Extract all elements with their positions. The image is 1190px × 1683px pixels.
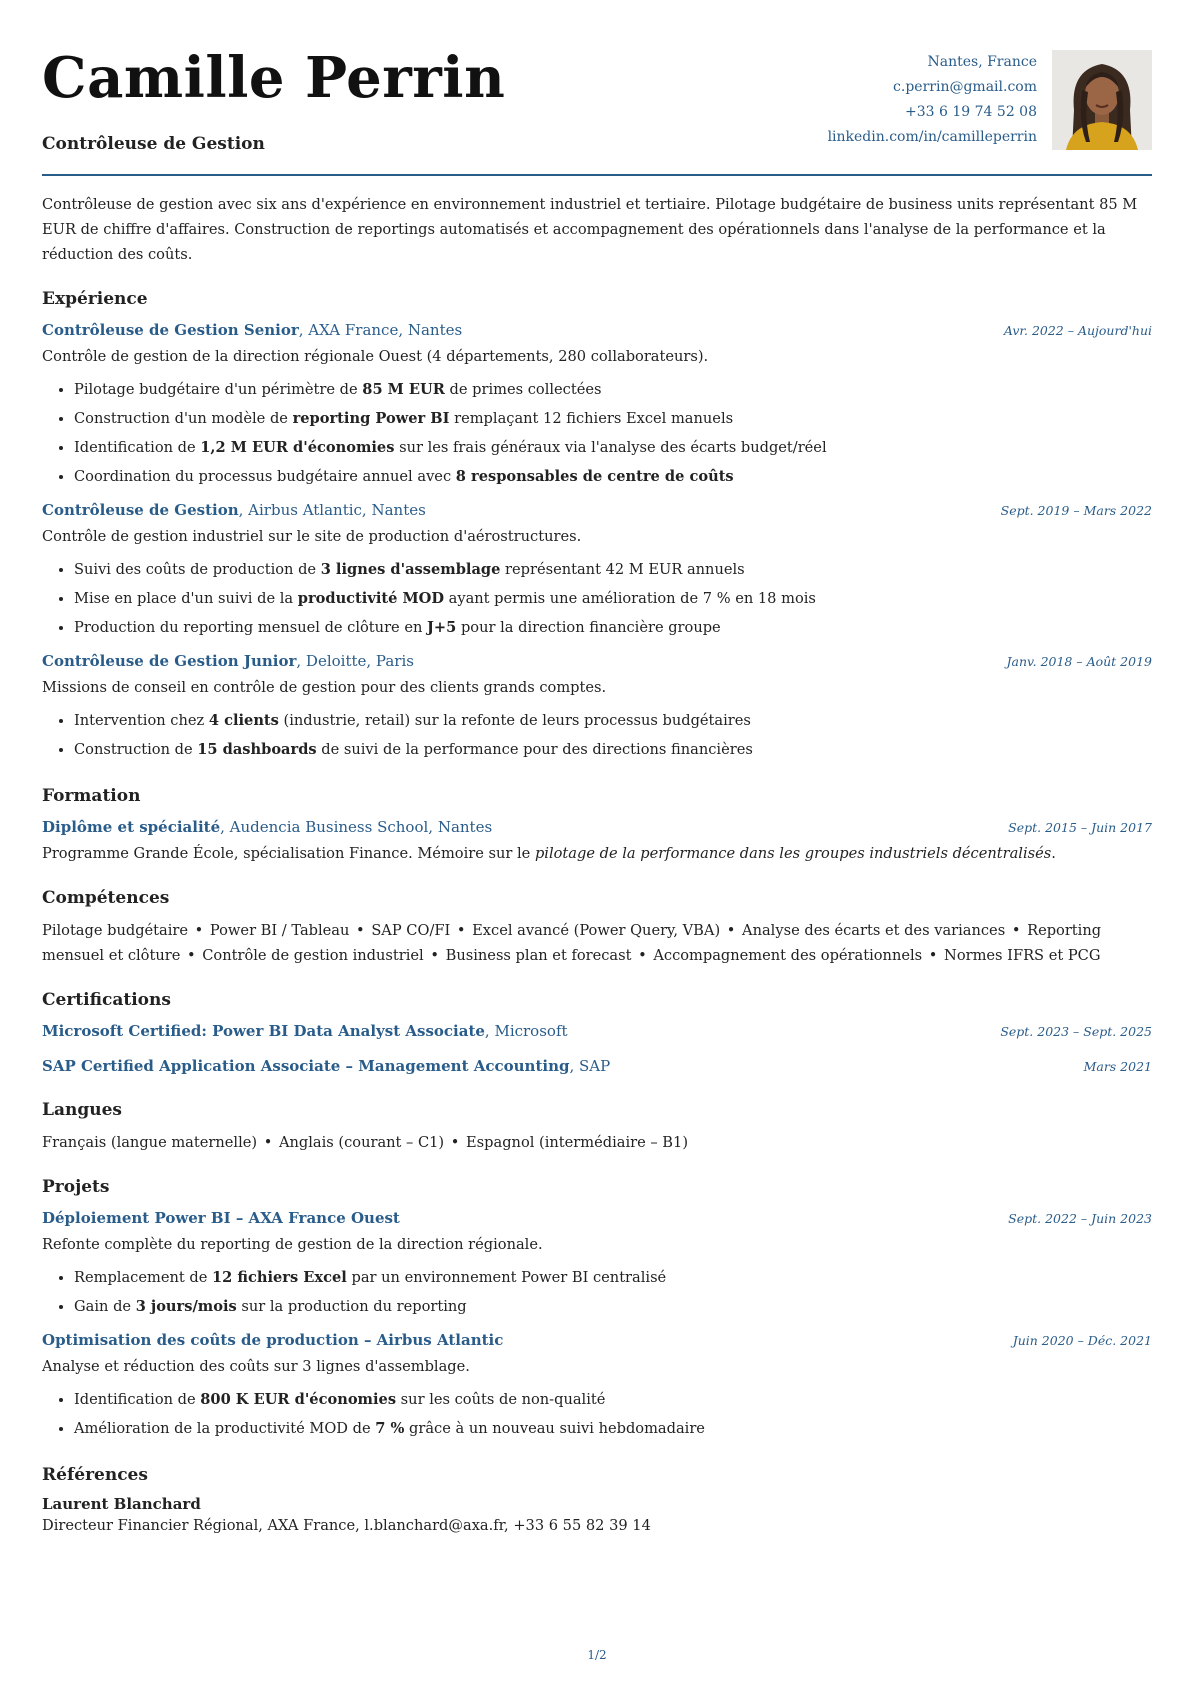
contact-phone[interactable]: +33 6 19 74 52 08: [905, 104, 1037, 120]
skill-item: Analyse des écarts et des variances: [742, 922, 1006, 939]
reference-details: Directeur Financier Régional, AXA France, l.blanchard@axa.fr, +33 6 55 82 39 14: [42, 1517, 651, 1534]
role-title: Contrôleuse de Gestion: [42, 501, 239, 519]
entry-description: Analyse et réduction des coûts sur 3 lignes d'assemblage.: [42, 1358, 470, 1375]
list-item: • Production du reporting mensuel de clôture en J+5 pour la direction financière groupe: [74, 613, 1152, 642]
entry-dates: Sept. 2019 – Mars 2022: [1000, 503, 1152, 518]
candidate-name: Camille Perrin: [42, 45, 506, 111]
achievement-list: [42, 375, 1152, 491]
entry-description: Programme Grande École, spécialisation Finance. Mémoire sur le pilotage de la performance dans les groupes industriels décentralisés.: [42, 845, 1056, 862]
contact-linkedin[interactable]: linkedin.com/in/camilleperrin: [827, 129, 1037, 145]
contact-location: Nantes, France: [927, 54, 1037, 70]
skill-item: Reporting mensuel et clôture: [42, 922, 1102, 964]
profile-summary: Contrôleuse de gestion avec six ans d'expérience en environnement industriel et tertiaire. Pilotage budgétaire de business units représentant 85 M EUR de chiffre d'affaires. Construction de reportings automatisés et accompagnement des opérationnels dans l'analyse de la performance et la réduction des coûts.: [42, 196, 1138, 263]
role-title: Contrôleuse de Gestion Junior: [42, 652, 297, 670]
entry-role: [42, 816, 492, 838]
section-title-skills: Compétences: [42, 888, 170, 908]
list-item: • Construction d'un modèle de reporting Power BI remplaçant 12 fichiers Excel manuels: [74, 404, 1152, 433]
reference-name: Laurent Blanchard: [42, 1495, 201, 1513]
list-item: • Mise en place d'un suivi de la productivité MOD ayant permis une amélioration de 7 % en 18 mois: [74, 584, 1152, 613]
experience-entry: [42, 319, 1152, 491]
entry-header: [42, 499, 1152, 522]
entry-dates: Sept. 2015 – Juin 2017: [1008, 820, 1152, 835]
entry-header: [42, 650, 1152, 673]
achievement-list: [42, 1263, 1152, 1321]
language-item: Espagnol (intermédiaire – B1): [466, 1134, 689, 1151]
role-org: , Deloitte, Paris: [296, 652, 414, 670]
project-entry: [42, 1329, 1152, 1443]
skills-list: Pilotage budgétaire • Power BI / Tableau • SAP CO/FI • Excel avancé (Power Query, VBA) • Analyse des écarts et des variances • Reporting mensuel et clôture • Contrôle de gestion industriel • Business plan et forecast • Accompagnement des opérationnels • Normes IFRS et PCG: [42, 922, 1102, 964]
skill-item: Contrôle de gestion industriel: [202, 947, 424, 964]
profile-photo: [1052, 50, 1152, 150]
contact-block: [828, 50, 1037, 150]
list-item: • Pilotage budgétaire d'un périmètre de 85 M EUR de primes collectées: [74, 375, 1152, 404]
certification-entry: [42, 1020, 1152, 1043]
certification-dates: Mars 2021: [1083, 1059, 1152, 1074]
languages-list: Français (langue maternelle) • Anglais (courant – C1) • Espagnol (intermédiaire – B1): [42, 1134, 689, 1151]
entry-dates: Janv. 2018 – Août 2019: [1006, 654, 1152, 669]
experience-entry: [42, 499, 1152, 642]
skill-item: Accompagnement des opérationnels: [653, 947, 923, 964]
certification-entry: [42, 1055, 1152, 1078]
profile-photo-illustration: [1052, 50, 1152, 150]
language-item: Anglais (courant – C1): [278, 1134, 445, 1151]
achievement-list: [42, 706, 1152, 764]
skill-item: Power BI / Tableau: [209, 922, 350, 939]
achievement-list: [42, 1385, 1152, 1443]
list-item: • Intervention chez 4 clients (industrie, retail) sur la refonte de leurs processus budgétaires: [74, 706, 1152, 735]
list-item: • Coordination du processus budgétaire annuel avec 8 responsables de centre de coûts: [74, 462, 1152, 491]
list-item: • Suivi des coûts de production de 3 lignes d'assemblage représentant 42 M EUR annuels: [74, 555, 1152, 584]
entry-description: Contrôle de gestion industriel sur le site de production d'aérostructures.: [42, 528, 582, 545]
entry-description: Refonte complète du reporting de gestion de la direction régionale.: [42, 1236, 543, 1253]
project-name: Optimisation des coûts de production – Airbus Atlantic: [42, 1331, 504, 1349]
entry-header: [42, 816, 1152, 839]
role-title: Contrôleuse de Gestion Senior: [42, 321, 299, 339]
list-item: • Identification de 800 K EUR d'économies sur les coûts de non-qualité: [74, 1385, 1152, 1414]
education-entry: [42, 816, 1152, 866]
entry-description: Missions de conseil en contrôle de gestion pour des clients grands comptes.: [42, 679, 607, 696]
section-title-experience: Expérience: [42, 289, 148, 309]
entry-description: Contrôle de gestion de la direction régionale Ouest (4 départements, 280 collaborateurs).: [42, 348, 709, 365]
entry-dates: Sept. 2022 – Juin 2023: [1008, 1211, 1152, 1226]
achievement-list: [42, 555, 1152, 642]
role-org: , AXA France, Nantes: [298, 321, 463, 339]
skill-item: Business plan et forecast: [445, 947, 632, 964]
job-title: Contrôleuse de Gestion: [42, 134, 265, 154]
entry-dates: Juin 2020 – Déc. 2021: [1012, 1333, 1152, 1348]
header-divider: [42, 174, 1152, 176]
section-title-references: Références: [42, 1465, 148, 1485]
list-item: • Amélioration de la productivité MOD de 7 % grâce à un nouveau suivi hebdomadaire: [74, 1414, 1152, 1443]
resume-page: [42, 0, 1152, 1683]
degree-title: Diplôme et spécialité: [42, 818, 221, 836]
list-item: • Gain de 3 jours/mois sur la production du reporting: [74, 1292, 1152, 1321]
entry-header: [42, 319, 1152, 342]
role-org: , Airbus Atlantic, Nantes: [238, 501, 426, 519]
project-entry: [42, 1207, 1152, 1321]
entry-role: [42, 319, 462, 341]
section-title-certifications: Certifications: [42, 990, 171, 1010]
language-item: Français (langue maternelle): [42, 1134, 258, 1151]
entry-dates: Avr. 2022 – Aujourd'hui: [1003, 323, 1152, 338]
contact-email[interactable]: c.perrin@gmail.com: [893, 79, 1037, 95]
list-item: • Identification de 1,2 M EUR d'économies sur les frais généraux via l'analyse des écarts budget/réel: [74, 433, 1152, 462]
entry-role: [42, 499, 426, 521]
school-name: , Audencia Business School, Nantes: [220, 818, 493, 836]
skill-item: SAP CO/FI: [371, 922, 451, 939]
entry-role: [42, 650, 414, 672]
section-title-education: Formation: [42, 786, 141, 806]
certification-dates: Sept. 2023 – Sept. 2025: [1000, 1024, 1152, 1039]
project-name: Déploiement Power BI – AXA France Ouest: [42, 1209, 400, 1227]
list-item: • Remplacement de 12 fichiers Excel par un environnement Power BI centralisé: [74, 1263, 1152, 1292]
section-title-projects: Projets: [42, 1177, 110, 1197]
certification-name: Microsoft Certified: Power BI Data Analyst Associate: [42, 1022, 485, 1040]
entry-header: [42, 1329, 1152, 1352]
certification-issuer: , SAP: [569, 1057, 611, 1075]
resume-header: [42, 0, 1152, 178]
page-number: 1/2: [587, 1648, 607, 1662]
skill-item: Pilotage budgétaire: [42, 922, 189, 939]
certification-name: SAP Certified Application Associate – Management Accounting: [42, 1057, 570, 1075]
skill-item: Normes IFRS et PCG: [944, 947, 1101, 964]
certification-issuer: , Microsoft: [484, 1022, 568, 1040]
skill-item: Excel avancé (Power Query, VBA): [472, 922, 721, 939]
entry-header: [42, 1207, 1152, 1230]
list-item: • Construction de 15 dashboards de suivi de la performance pour des directions financières: [74, 735, 1152, 764]
section-title-languages: Langues: [42, 1100, 122, 1120]
experience-entry: [42, 650, 1152, 764]
